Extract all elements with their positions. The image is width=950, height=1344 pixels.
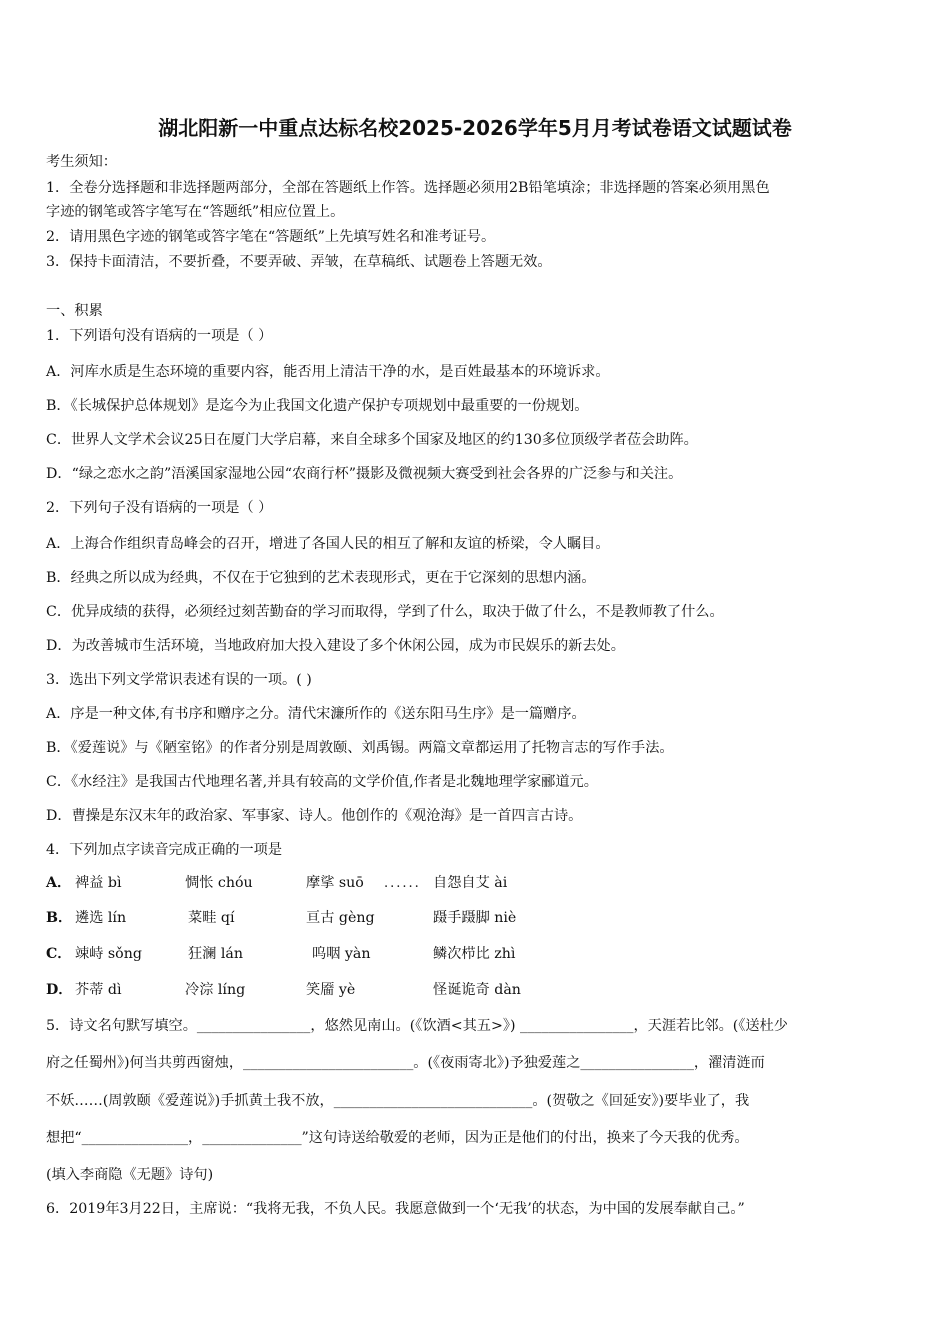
fill-blank-note: (填入李商隐《无题》诗句) <box>46 1167 214 1183</box>
notice-item: 字迹的钢笔或答字笔写在“答题纸”相应位置上。 <box>46 204 345 220</box>
option-letter: D． <box>46 982 73 998</box>
pinyin-cell: 鳞次栉比 zhì <box>433 946 516 962</box>
page-title: 湖北阳新一中重点达标名校2025-2026学年5月月考试卷语文试题试卷 <box>158 116 792 140</box>
option: B．《长城保护总体规划》是迄今为止我国文化遗产保护专项规划中最重要的一份规划。 <box>46 398 589 414</box>
pinyin-cell: 蹑手蹑脚 niè <box>433 910 517 926</box>
option: D．曹操是东汉末年的政治家、军事家、诗人。他创作的《观沧海》是一首四言古诗。 <box>46 808 583 824</box>
option: B．经典之所以成为经典，不仅在于它独到的艺术表现形式，更在于它深刻的思想内涵。 <box>46 570 596 586</box>
pinyin-cell: 菜畦 qí <box>188 910 235 926</box>
option: A．上海合作组织青岛峰会的召开，增进了各国人民的相互了解和友谊的桥梁，令人瞩目。 <box>46 536 610 552</box>
option-letter: C． <box>46 946 72 962</box>
notice-item: 1．全卷分选择题和非选择题两部分，全部在答题纸上作答。选择题必须用2B铅笔填涂；非选择题的答案必须用黑色 <box>46 180 770 196</box>
option-letter: A． <box>46 875 72 891</box>
pinyin-cell: 自怨自艾 ài <box>433 875 508 891</box>
pinyin-cell: 裨益 bì <box>75 875 122 891</box>
question-stem: 3．选出下列文学常识表述有误的一项。( ) <box>46 672 312 688</box>
question-stem: 2．下列句子没有语病的一项是（ ） <box>46 500 273 516</box>
fill-blank-line: 府之任蜀州》)何当共剪西窗烛，________________________。(《夜雨寄北》)予独爱莲之________________，濯清涟而 <box>46 1055 765 1071</box>
pinyin-cell: 亘古 gèng <box>306 910 375 926</box>
question-stem: 1．下列语句没有语病的一项是（ ） <box>46 328 273 344</box>
notice-item: 3．保持卡面清洁，不要折叠，不要弄破、弄皱，在草稿纸、试题卷上答题无效。 <box>46 254 552 270</box>
option: A．河库水质是生态环境的重要内容，能否用上清洁干净的水，是百姓最基本的环境诉求。 <box>46 364 610 380</box>
pinyin-cell: 冷淙 líng <box>185 982 246 998</box>
notice-heading: 考生须知： <box>46 154 117 170</box>
option: A．序是一种文体,有书序和赠序之分。清代宋濂所作的《送东阳马生序》是一篇赠序。 <box>46 706 586 722</box>
emphasis-dots: ...... <box>384 876 421 891</box>
option: C．优异成绩的获得，必须经过刻苦勤奋的学习而取得，学到了什么，取决于做了什么，不是教师教了什么。 <box>46 604 724 620</box>
notice-item: 2．请用黑色字迹的钢笔或答字笔在“答题纸”上先填写姓名和准考证号。 <box>46 229 496 245</box>
pinyin-cell: 笑靥 yè <box>306 982 356 998</box>
section-heading: 一、积累 <box>46 303 103 319</box>
pinyin-cell: 遴选 lín <box>75 910 127 926</box>
fill-blank-line: 5．诗文名句默写填空。________________，悠然见南山。(《饮酒<其五>》) ________________，天涯若比邻。(《送杜少 <box>46 1018 788 1034</box>
pinyin-cell: 摩挲 suō <box>306 875 364 891</box>
option: C．世界人文学术会议25日在厦门大学启幕，来自全球多个国家及地区的约130多位顶级学者莅会助阵。 <box>46 432 698 448</box>
option: B．《爱莲说》与《陋室铭》的作者分别是周敦颐、刘禹锡。两篇文章都运用了托物言志的写作手法。 <box>46 740 674 756</box>
pinyin-cell: 竦峙 sǒng <box>75 946 142 962</box>
option: C．《水经注》是我国古代地理名著,并具有较高的文学价值,作者是北魏地理学家郦道元。 <box>46 774 598 790</box>
fill-blank-line: 不妖……(周敦颐《爱莲说》)手抓黄土我不放，____________________________。(贺敬之《回延安》)要毕业了，我 <box>46 1093 750 1109</box>
option-letter: B． <box>46 910 73 926</box>
pinyin-cell: 呜咽 yàn <box>312 946 371 962</box>
fill-blank-line: 想把“_______________，______________”这句诗送给敬爱的老师，因为正是他们的付出，换来了今天我的优秀。 <box>46 1130 749 1146</box>
option: D．为改善城市生活环境，当地政府加大投入建设了多个休闲公园，成为市民娱乐的新去处。 <box>46 638 625 654</box>
pinyin-cell: 怪诞诡奇 dàn <box>433 982 521 998</box>
pinyin-cell: 狂澜 lán <box>188 946 244 962</box>
pinyin-cell: 芥蒂 dì <box>75 982 122 998</box>
option: D．“绿之恋水之韵”浯溪国家湿地公园“农商行杯”摄影及微视频大赛受到社会各界的广泛参与和关注。 <box>46 466 683 482</box>
question-stem: 6．2019年3月22日，主席说：“我将无我，不负人民。我愿意做到一个‘无我’的状态，为中国的发展奉献自己。” <box>46 1201 745 1217</box>
question-stem: 4．下列加点字读音完成正确的一项是 <box>46 842 283 858</box>
pinyin-cell: 惆怅 chóu <box>185 875 253 891</box>
